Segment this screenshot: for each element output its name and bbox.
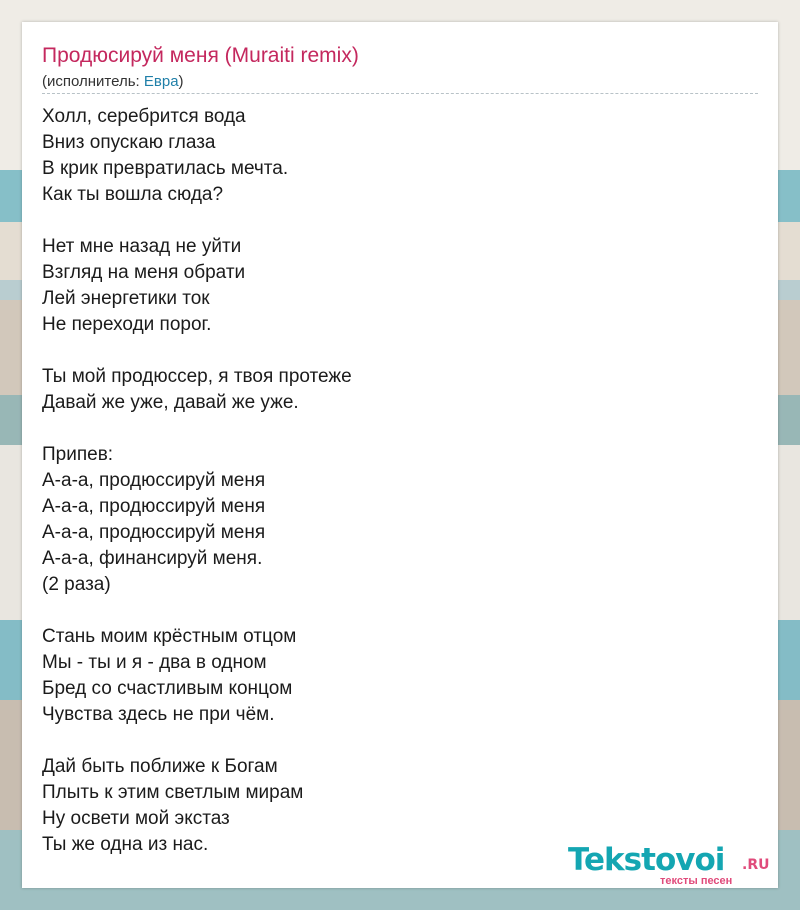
logo-domain: .RU (742, 857, 770, 873)
lyric-line: В крик превратилась мечта. (42, 158, 289, 179)
lyric-line: А-а-а, продюссируй меня (42, 496, 266, 517)
artist-line (42, 73, 184, 90)
lyric-line: Ты же одна из нас. (42, 834, 209, 855)
lyric-line: Мы - ты и я - два в одном (42, 652, 267, 673)
site-logo[interactable] (568, 842, 778, 890)
lyric-line: Давай же уже, давай же уже. (42, 392, 299, 413)
lyrics-text (42, 104, 742, 858)
lyric-line: (2 раза) (42, 574, 111, 595)
lyric-line: Стань моим крёстным отцом (42, 626, 297, 647)
title-divider (42, 93, 758, 94)
lyric-line: Чувства здесь не при чём. (42, 704, 275, 725)
artist-suffix: ) (178, 73, 184, 90)
artist-link[interactable]: Евра (143, 73, 179, 90)
song-title: Продюсируй меня (Muraiti remix) (42, 44, 359, 67)
logo-wordmark: Tekstovoi (568, 842, 725, 878)
lyrics-card (22, 22, 778, 888)
artist-prefix: (исполнитель: (42, 73, 144, 90)
lyric-line: А-а-а, продюссируй меня (42, 470, 266, 491)
lyric-line: Дай быть поближе к Богам (42, 756, 278, 777)
stanza-gap (42, 728, 742, 754)
stanza-gap (42, 208, 742, 234)
lyric-line: Припев: (42, 444, 114, 465)
stanza-gap (42, 598, 742, 624)
lyric-line: Лей энергетики ток (42, 288, 210, 309)
logo-tagline: тексты песен (660, 875, 733, 887)
lyric-line: А-а-а, продюссируй меня (42, 522, 266, 543)
lyric-line: Ты мой продюссер, я твоя протеже (42, 366, 352, 387)
lyric-line: Взгляд на меня обрати (42, 262, 246, 283)
stanza-gap (42, 416, 742, 442)
lyric-line: Бред со счастливым концом (42, 678, 293, 699)
lyric-line: Не переходи порог. (42, 314, 212, 335)
lyric-line: Как ты вошла сюда? (42, 184, 224, 205)
lyric-line: Вниз опускаю глаза (42, 132, 216, 153)
lyric-line: Ну освети мой экстаз (42, 808, 230, 829)
lyric-line: Холл, серебрится вода (42, 106, 246, 127)
lyric-line: Плыть к этим светлым мирам (42, 782, 304, 803)
stanza-gap (42, 338, 742, 364)
lyric-line: А-а-а, финансируй меня. (42, 548, 263, 569)
lyric-line: Нет мне назад не уйти (42, 236, 242, 257)
